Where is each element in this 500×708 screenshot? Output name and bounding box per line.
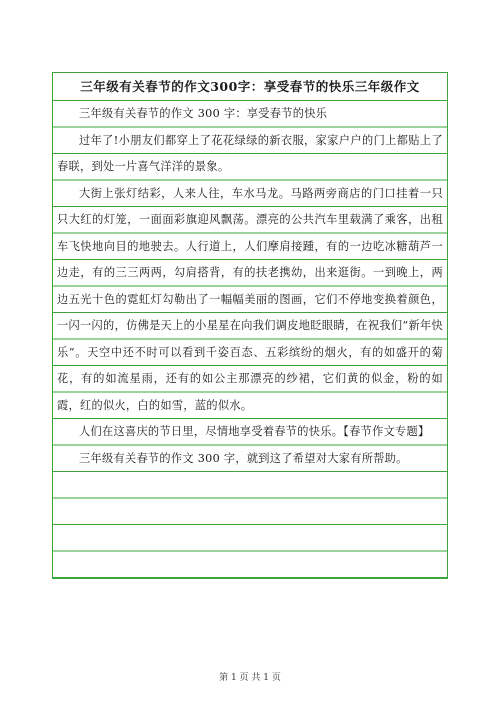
page-footer: 第 1 页 共 1 页 [219,673,281,683]
blank-line [53,525,447,552]
paragraph-1: 过年了!小朋友们都穿上了花花绿绿的新衣服，家家户户的门上都贴上了春联，到处一片喜气洋洋的景象。 [57,133,443,173]
paragraph-4: 三年级有关春节的作文 300 字，就到这了希望对大家有所帮助。 [79,451,408,465]
blank-line [53,472,447,499]
subtitle-line: 三年级有关春节的作文 300 字：享受春节的快乐 [79,107,328,120]
blank-line [53,552,447,579]
blank-line [53,499,447,526]
paragraph-2: 大街上张灯结彩，人来人往，车水马龙。马路两旁商店的门口挂着一只只大红的灯笼，一面面彩旗迎风飘荡。漂亮的公共汽车里载满了乘客，出租车飞快地向目的地驶去。人行道上，人们摩肩接踵，有的一边吃冰糖葫芦一边走，有的三三两两，勾肩搭背，有的扶老携幼，出来逛街。一到晚上，两边五光十色的霓虹灯勾勒出了一幅幅美丽的图画，它们不停地变换着颜色，一闪一闪的，仿佛是天上的小星星在向我们调皮地眨眼睛，在祝我们“新年快乐”。天空中还不时可以看到千姿百态、五彩缤纷的烟火，有的如盛开的菊花，有的如流星雨，还有的如公主那漂亮的纱裙，它们黄的似金，粉的如霞，红的似火，白的如雪，蓝的似水。 [57,186,443,412]
paragraph-3: 人们在这喜庆的节日里，尽情地享受着春节的快乐。【春节作文专题】 [79,425,430,438]
essay-sheet [52,72,448,579]
ruled-body [52,101,448,579]
document-title: 三年级有关春节的作文300字：享受春节的快乐三年级作文 [52,73,448,101]
